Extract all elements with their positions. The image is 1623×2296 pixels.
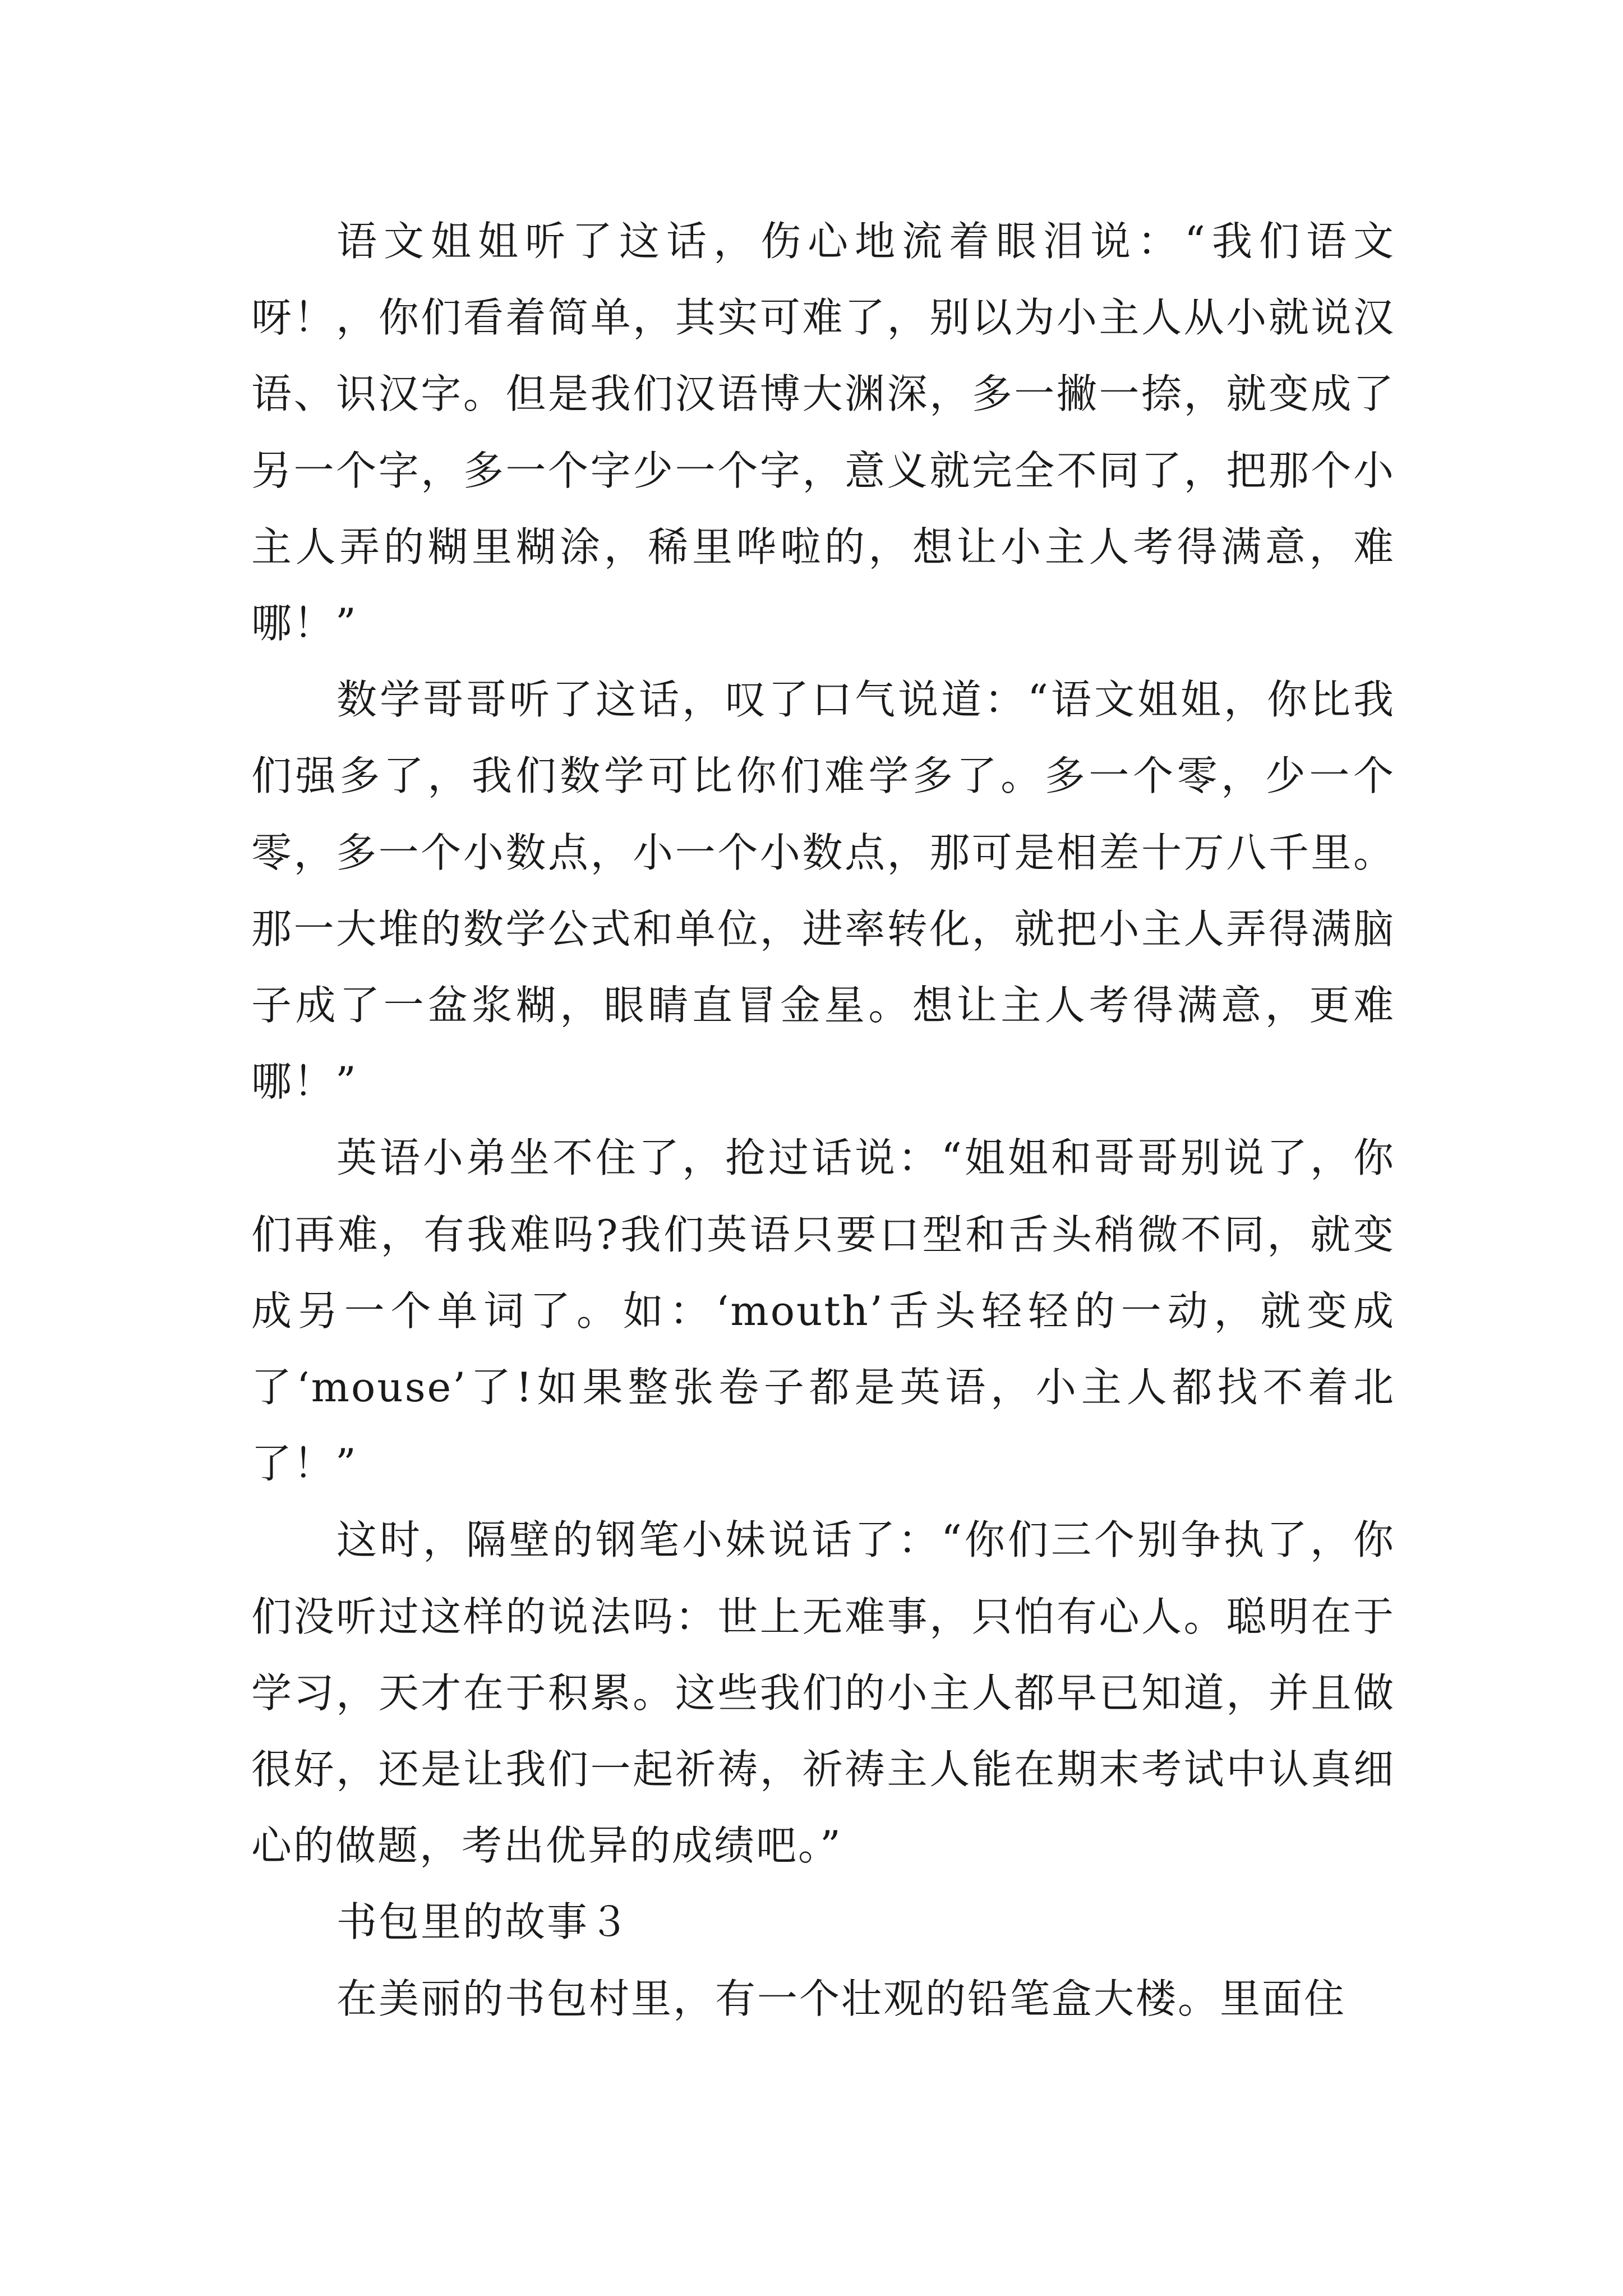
paragraph-chinese-sister: 语文姐姐听了这话，伤心地流着眼泪说：“我们语文呀！，你们看着简单，其实可难了，别以为小主人从小就说汉语、识汉字。但是我们汉语博大渊深，多一撇一捺，就变成了另一个字，多一个字少一个字，意义就完全不同了，把那个小主人弄的糊里糊涂，稀里哗啦的，想让小主人考得满意，难哪！”: [251, 218, 1395, 647]
paragraph-pen-sister: 这时，隔壁的钢笔小妹说话了：“你们三个别争执了，你们没听过这样的说法吗：世上无难事，只怕有心人。聪明在于学习，天才在于积累。这些我们的小主人都早已知道，并且做很好，还是让我们一起祈祷，祈祷主人能在期末考试中认真细心的做题，考出优异的成绩吧。”: [251, 1516, 1395, 1870]
section-heading: 书包里的故事３: [336, 1898, 631, 1946]
paragraph-english-brother: 英语小弟坐不住了，抢过话说：“姐姐和哥哥别说了，你们再难，有我难吗?我们英语只要口型和舌头稍微不同，就变成另一个单词了。如：‘mouth’舌头轻轻的一动，就变成了‘mouse’了!如果整张卷子都是英语，小主人都找不着北了！”: [251, 1134, 1395, 1488]
paragraph-pencil-box-intro: 在美丽的书包村里，有一个壮观的铅笔盒大楼。里面住: [336, 1975, 1347, 2022]
document-body: [251, 203, 1395, 2037]
paragraph-math-brother: 数学哥哥听了这话，叹了口气说道：“语文姐姐，你比我们强多了，我们数学可比你们难学多了。多一个零，少一个零，多一个小数点，小一个小数点，那可是相差十万八千里。那一大堆的数学公式和单位，进率转化，就把小主人弄得满脑子成了一盆浆糊，眼睛直冒金星。想让主人考得满意，更难哪！”: [251, 676, 1395, 1106]
